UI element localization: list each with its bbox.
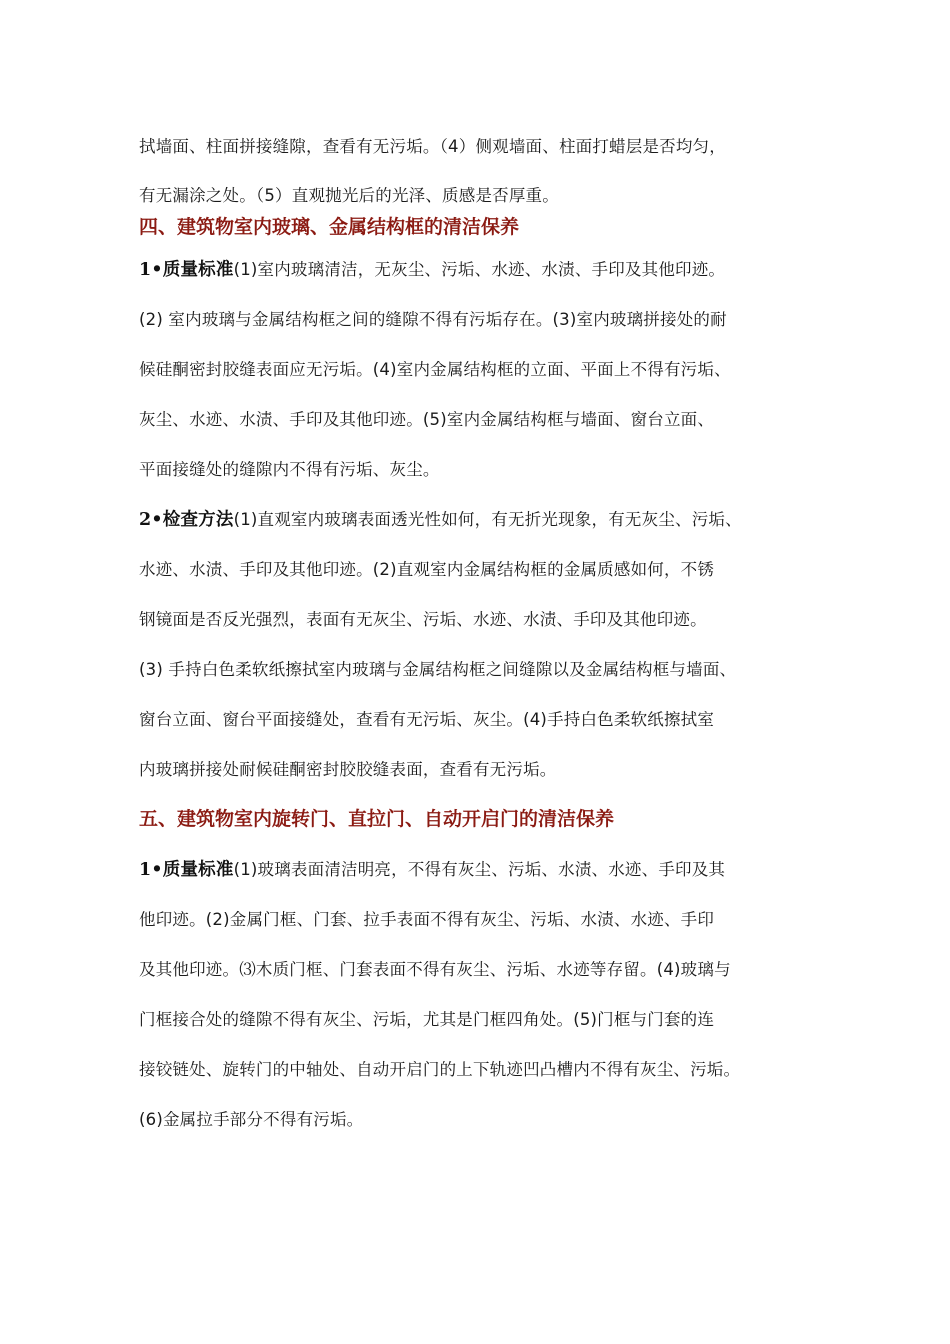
section-heading-4: 四、建筑物室内玻璃、金属结构框的清洁保养 bbox=[139, 216, 520, 238]
text-line: 钢镜面是否反光强烈，表面有无灰尘、污垢、水迹、水渍、手印及其他印迹。 bbox=[139, 610, 707, 629]
text-run: (1)玻璃表面清洁明亮，不得有灰尘、污垢、水渍、水迹、手印及其 bbox=[233, 860, 726, 879]
section-heading-5: 五、建筑物室内旋转门、直拉门、自动开启门的清洁保养 bbox=[139, 808, 615, 830]
text-line: 接铰链处、旋转门的中轴处、自动开启门的上下轨迹凹凸槽内不得有灰尘、污垢。 bbox=[139, 1060, 741, 1079]
text-line bbox=[139, 508, 742, 532]
text-line: 他印迹。(2)金属门框、门套、拉手表面不得有灰尘、污垢、水渍、水迹、手印 bbox=[139, 910, 715, 929]
subsection-label: 1•质量标准 bbox=[139, 260, 234, 280]
subsection-label: 1•质量标准 bbox=[139, 860, 234, 880]
text-line: 门框接合处的缝隙不得有灰尘、污垢，尤其是门框四角处。(5)门框与门套的连 bbox=[139, 1010, 715, 1029]
text-line: 有无漏涂之处。（5）直观抛光后的光泽、质感是否厚重。 bbox=[139, 186, 559, 205]
text-line: 平面接缝处的缝隙内不得有污垢、灰尘。 bbox=[139, 460, 440, 479]
text-line: 窗台立面、窗台平面接缝处，查看有无污垢、灰尘。(4)手持白色柔软纸擦拭室 bbox=[139, 710, 715, 729]
subsection-label: 2•检查方法 bbox=[139, 510, 234, 530]
text-line: (3) 手持白色柔软纸擦拭室内玻璃与金属结构框之间缝隙以及金属结构框与墙面、 bbox=[139, 660, 737, 679]
text-run: (1)室内玻璃清洁，无灰尘、污垢、水迹、水渍、手印及其他印迹。 bbox=[233, 260, 726, 279]
text-line bbox=[139, 258, 725, 282]
text-line: (2) 室内玻璃与金属结构框之间的缝隙不得有污垢存在。(3)室内玻璃拼接处的耐 bbox=[139, 310, 727, 329]
text-line bbox=[139, 858, 725, 882]
text-line: 及其他印迹。⑶木质门框、门套表面不得有灰尘、污垢、水迹等存留。(4)玻璃与 bbox=[139, 960, 731, 979]
text-line: (6)金属拉手部分不得有污垢。 bbox=[139, 1110, 364, 1129]
text-run: (1)直观室内玻璃表面透光性如何，有无折光现象，有无灰尘、污垢、 bbox=[233, 510, 742, 529]
text-line: 灰尘、水迹、水渍、手印及其他印迹。(5)室内金属结构框与墙面、窗台立面、 bbox=[139, 410, 715, 429]
text-line: 水迹、水渍、手印及其他印迹。(2)直观室内金属结构框的金属质感如何，不锈 bbox=[139, 560, 715, 579]
text-line: 内玻璃拼接处耐候硅酮密封胶胶缝表面，查看有无污垢。 bbox=[139, 760, 557, 779]
text-line: 候硅酮密封胶缝表面应无污垢。(4)室内金属结构框的立面、平面上不得有污垢、 bbox=[139, 360, 731, 379]
text-line: 拭墙面、柱面拼接缝隙，查看有无污垢。（4）侧观墙面、柱面打蜡层是否均匀， bbox=[139, 137, 726, 156]
